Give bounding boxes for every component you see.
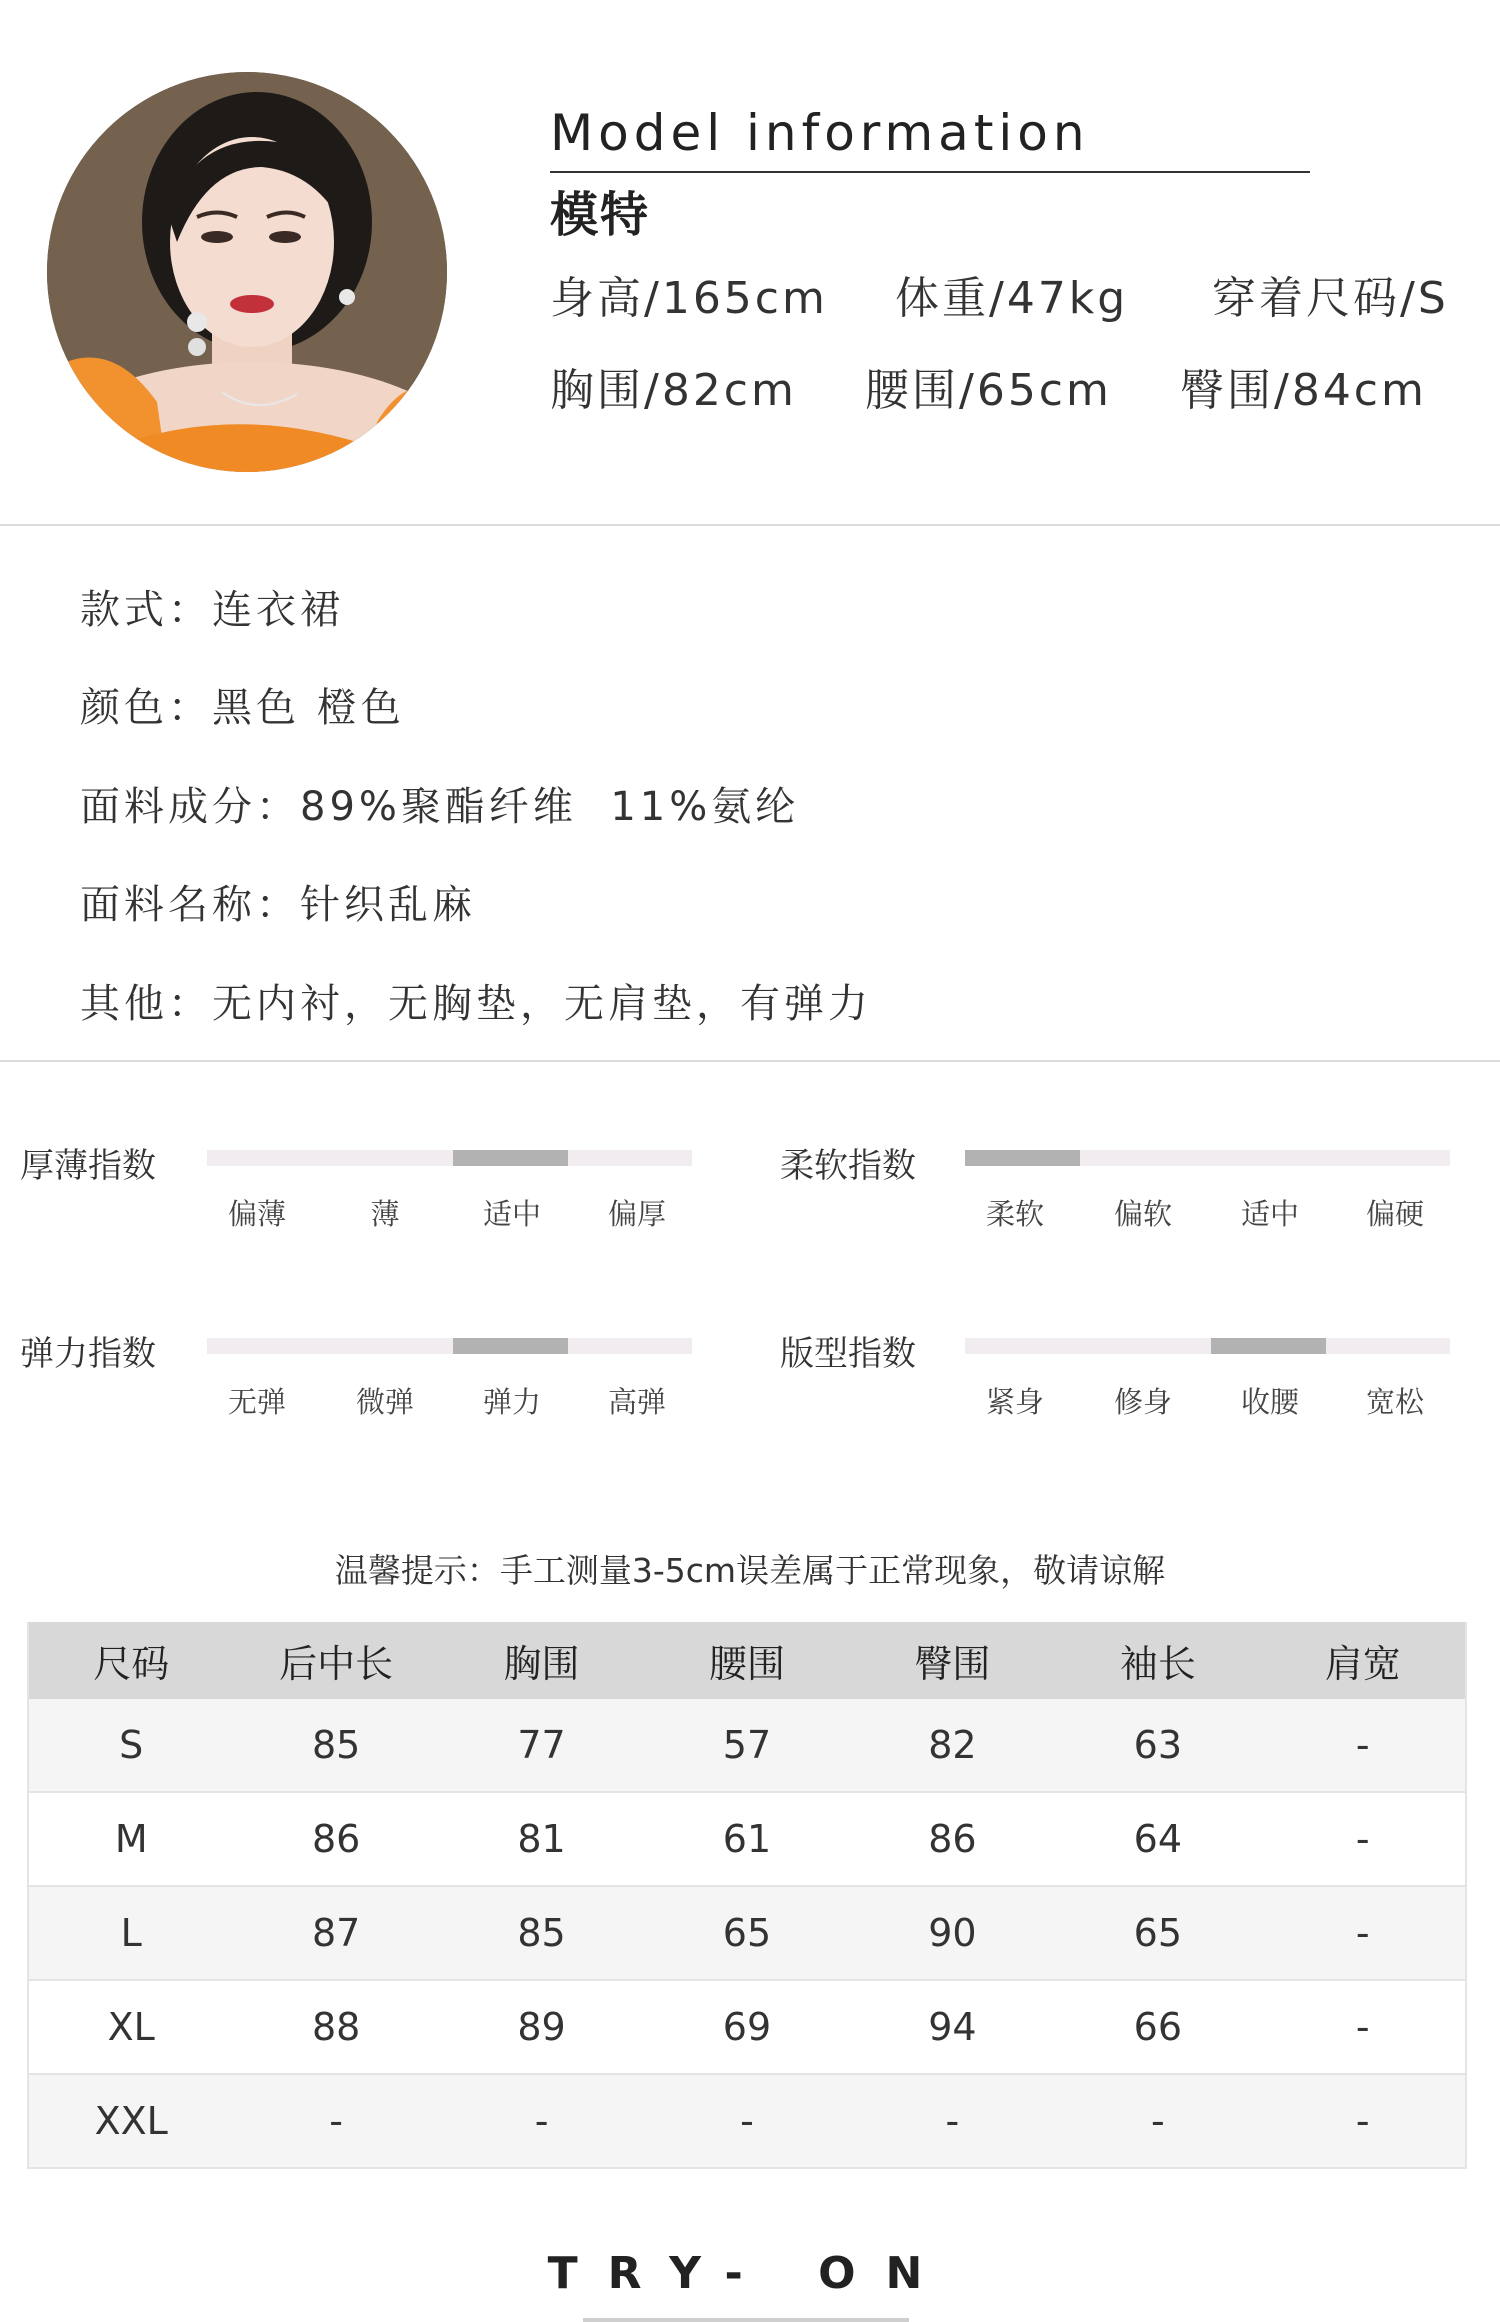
index-option: 偏厚 (607, 1197, 667, 1231)
index-option: 偏薄 (227, 1197, 287, 1231)
attr-style (80, 578, 344, 635)
index-option: 收腰 (1240, 1385, 1300, 1419)
model-portrait-icon (47, 72, 447, 472)
table-cell: 82 (850, 1699, 1055, 1792)
index-track-elasticity (207, 1338, 692, 1354)
model-weight: 体重/47kg (895, 273, 1129, 324)
attr-label: 款式： (80, 587, 212, 633)
table-cell: 90 (850, 1886, 1055, 1980)
table-cell: - (850, 2074, 1055, 2168)
attr-fabric-name (80, 873, 476, 930)
index-option: 偏硬 (1365, 1197, 1425, 1231)
size-label-cell: M (28, 1792, 233, 1886)
attr-color (80, 676, 405, 733)
attr-label: 其他： (80, 981, 212, 1027)
table-body (28, 1699, 1466, 2168)
index-option: 高弹 (607, 1385, 667, 1419)
model-hip: 臀围/84cm (1180, 365, 1427, 416)
table-header-cell: 胸围 (439, 1622, 644, 1699)
model-info-title: Model information (550, 104, 1090, 162)
attr-label: 面料成分： (80, 784, 300, 830)
table-cell: 77 (439, 1699, 644, 1792)
index-option: 薄 (370, 1197, 400, 1231)
table-header-cell: 尺码 (28, 1622, 233, 1699)
table-cell: 89 (439, 1980, 644, 2074)
model-bust: 胸围/82cm (550, 365, 797, 416)
attr-value: 连衣裙 (212, 587, 344, 633)
table-row (28, 2074, 1466, 2168)
table-cell: 94 (850, 1980, 1055, 2074)
index-label-elasticity: 弹力指数 (20, 1334, 156, 1374)
table-cell: 63 (1055, 1699, 1260, 1792)
table-row (28, 1886, 1466, 1980)
index-option: 宽松 (1365, 1385, 1425, 1419)
model-height: 身高/165cm (550, 273, 828, 324)
index-label-fit: 版型指数 (780, 1334, 916, 1374)
index-fill-fit (1211, 1338, 1326, 1354)
index-option: 适中 (482, 1197, 542, 1231)
table-header-row (28, 1622, 1466, 1699)
size-label-cell: XXL (28, 2074, 233, 2168)
model-avatar (47, 72, 447, 472)
table-cell: 88 (233, 1980, 438, 2074)
index-option: 无弹 (227, 1385, 287, 1419)
table-cell: - (1055, 2074, 1260, 2168)
table-cell: 66 (1055, 1980, 1260, 2074)
title-underline (550, 171, 1310, 173)
table-cell: 61 (644, 1792, 849, 1886)
table-cell: 85 (439, 1886, 644, 1980)
index-option: 微弹 (355, 1385, 415, 1419)
model-info-subtitle: 模特 (550, 187, 651, 243)
table-cell: - (1261, 1886, 1466, 1980)
table-cell: 86 (233, 1792, 438, 1886)
size-label-cell: S (28, 1699, 233, 1792)
table-cell: 64 (1055, 1792, 1260, 1886)
tryon-underline (583, 2318, 909, 2322)
model-size: 穿着尺码/S (1212, 273, 1449, 324)
table-cell: - (1261, 2074, 1466, 2168)
table-row (28, 1699, 1466, 1792)
index-fill-elasticity (453, 1338, 568, 1354)
attr-other (80, 972, 872, 1029)
table-cell: - (644, 2074, 849, 2168)
table-cell: 81 (439, 1792, 644, 1886)
index-label-thickness: 厚薄指数 (20, 1146, 156, 1186)
table-cell: - (1261, 1980, 1466, 2074)
index-option: 偏软 (1113, 1197, 1173, 1231)
table-cell: - (1261, 1699, 1466, 1792)
attr-label: 颜色： (80, 685, 212, 731)
index-option: 紧身 (985, 1385, 1045, 1419)
index-track-softness (965, 1150, 1450, 1166)
table-header-cell: 臀围 (850, 1622, 1055, 1699)
divider (0, 1060, 1500, 1062)
index-option: 柔软 (985, 1197, 1045, 1231)
index-fill-thickness (453, 1150, 568, 1166)
table-cell: 65 (644, 1886, 849, 1980)
model-waist: 腰围/65cm (865, 365, 1112, 416)
table-cell: - (439, 2074, 644, 2168)
table-header-cell: 袖长 (1055, 1622, 1260, 1699)
table-cell: 57 (644, 1699, 849, 1792)
index-label-softness: 柔软指数 (780, 1146, 916, 1186)
table-cell: 86 (850, 1792, 1055, 1886)
table-row (28, 1980, 1466, 2074)
table-cell: 85 (233, 1699, 438, 1792)
divider (0, 524, 1500, 526)
attr-value: 89%聚酯纤维 11%氨纶 (300, 784, 800, 830)
table-header-cell: 腰围 (644, 1622, 849, 1699)
attr-value: 针织乱麻 (300, 882, 476, 928)
index-option: 修身 (1113, 1385, 1173, 1419)
tryon-heading: TRY- ON (547, 2248, 953, 2299)
index-option: 弹力 (482, 1385, 542, 1419)
attr-value: 黑色 橙色 (212, 685, 405, 731)
size-table (27, 1622, 1467, 2169)
size-label-cell: L (28, 1886, 233, 1980)
attr-fabric-composition (80, 775, 799, 832)
index-fill-softness (965, 1150, 1080, 1166)
table-header-cell: 肩宽 (1261, 1622, 1466, 1699)
attr-value: 无内衬，无胸垫，无肩垫，有弹力 (212, 981, 872, 1027)
table-cell: - (233, 2074, 438, 2168)
table-cell: - (1261, 1792, 1466, 1886)
index-option: 适中 (1240, 1197, 1300, 1231)
table-cell: 65 (1055, 1886, 1260, 1980)
attr-label: 面料名称： (80, 882, 300, 928)
table-header-cell: 后中长 (233, 1622, 438, 1699)
index-track-thickness (207, 1150, 692, 1166)
table-cell: 69 (644, 1980, 849, 2074)
size-label-cell: XL (28, 1980, 233, 2074)
index-track-fit (965, 1338, 1450, 1354)
measurement-tip: 温馨提示：手工测量3-5cm误差属于正常现象，敬请谅解 (334, 1551, 1166, 1590)
table-row (28, 1792, 1466, 1886)
table-cell: 87 (233, 1886, 438, 1980)
